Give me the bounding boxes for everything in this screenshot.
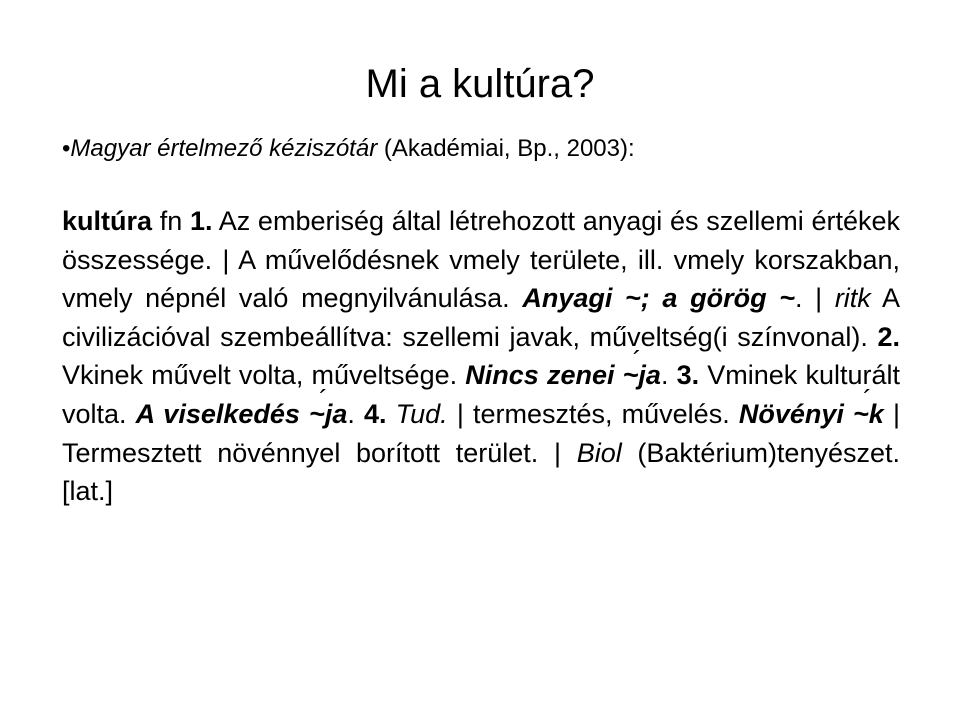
usage-label-biol: Biol [576, 437, 622, 468]
example-4-suffix: k [868, 398, 884, 429]
example-2 [465, 360, 661, 390]
example-2-tilde: ´ ~ [623, 356, 639, 395]
sense-4-definition: | termesztés, művelés. [447, 398, 739, 429]
sense-1-definition: Az emberiség által létrehozott anyagi és szellemi értékek összessége. | A művelődésnek vmely területe, ill. vmely korszakban, vmely népnél való megnyilvánulása. [62, 206, 900, 314]
separator-text: . [660, 360, 677, 391]
example-4-start: Növényi [738, 398, 854, 429]
sense-4-number: 4. [364, 398, 387, 429]
sense-2-definition: Vkinek művelt volta, műveltsége. [62, 360, 466, 391]
part-of-speech: fn [152, 206, 190, 236]
ritk-definition: A civilizációval szembeállítva: szellemi javak, műveltség(i színvonal). [62, 283, 900, 352]
usage-label-tud: Tud. [386, 398, 448, 429]
sense-2-number: 2. [877, 321, 900, 352]
example-3-tilde: ´ ~ [309, 395, 325, 434]
example-3-suffix: ja [324, 398, 348, 429]
usage-label-ritk: ritk [834, 283, 871, 314]
example-2-start: Nincs zenei [465, 360, 623, 391]
example-3 [136, 399, 348, 429]
separator-text: . [347, 398, 364, 429]
headword: kultúra [62, 206, 153, 236]
dictionary-title: Magyar értelmező kéziszótár [70, 135, 378, 162]
bullet: • [62, 135, 71, 162]
example-4 [739, 399, 884, 429]
separator-text: . | [794, 283, 835, 314]
source-citation [62, 134, 922, 164]
example-2-suffix: ja [638, 360, 661, 391]
publication-info: (Akadémiai, Bp., 2003): [377, 135, 635, 162]
sense-3-definition: Vminek kulturált volta. [62, 360, 900, 429]
sense-4b-definition: | Termesztett növénnyel borított terület. | [62, 398, 900, 468]
etymology: [lat.] [62, 476, 114, 507]
sense-3-number: 3. [676, 360, 700, 391]
example-1: Anyagi ~; a görög ~ [522, 283, 795, 314]
dictionary-entry [62, 202, 900, 511]
sense-1-number: 1. [189, 206, 213, 236]
slide-title: Mi a kultúra? [365, 62, 595, 106]
biol-definition: (Baktérium)tenyészet. [621, 437, 900, 468]
example-4-tilde: ´ ~ [853, 395, 869, 434]
example-3-start: A viselkedés [135, 398, 310, 429]
